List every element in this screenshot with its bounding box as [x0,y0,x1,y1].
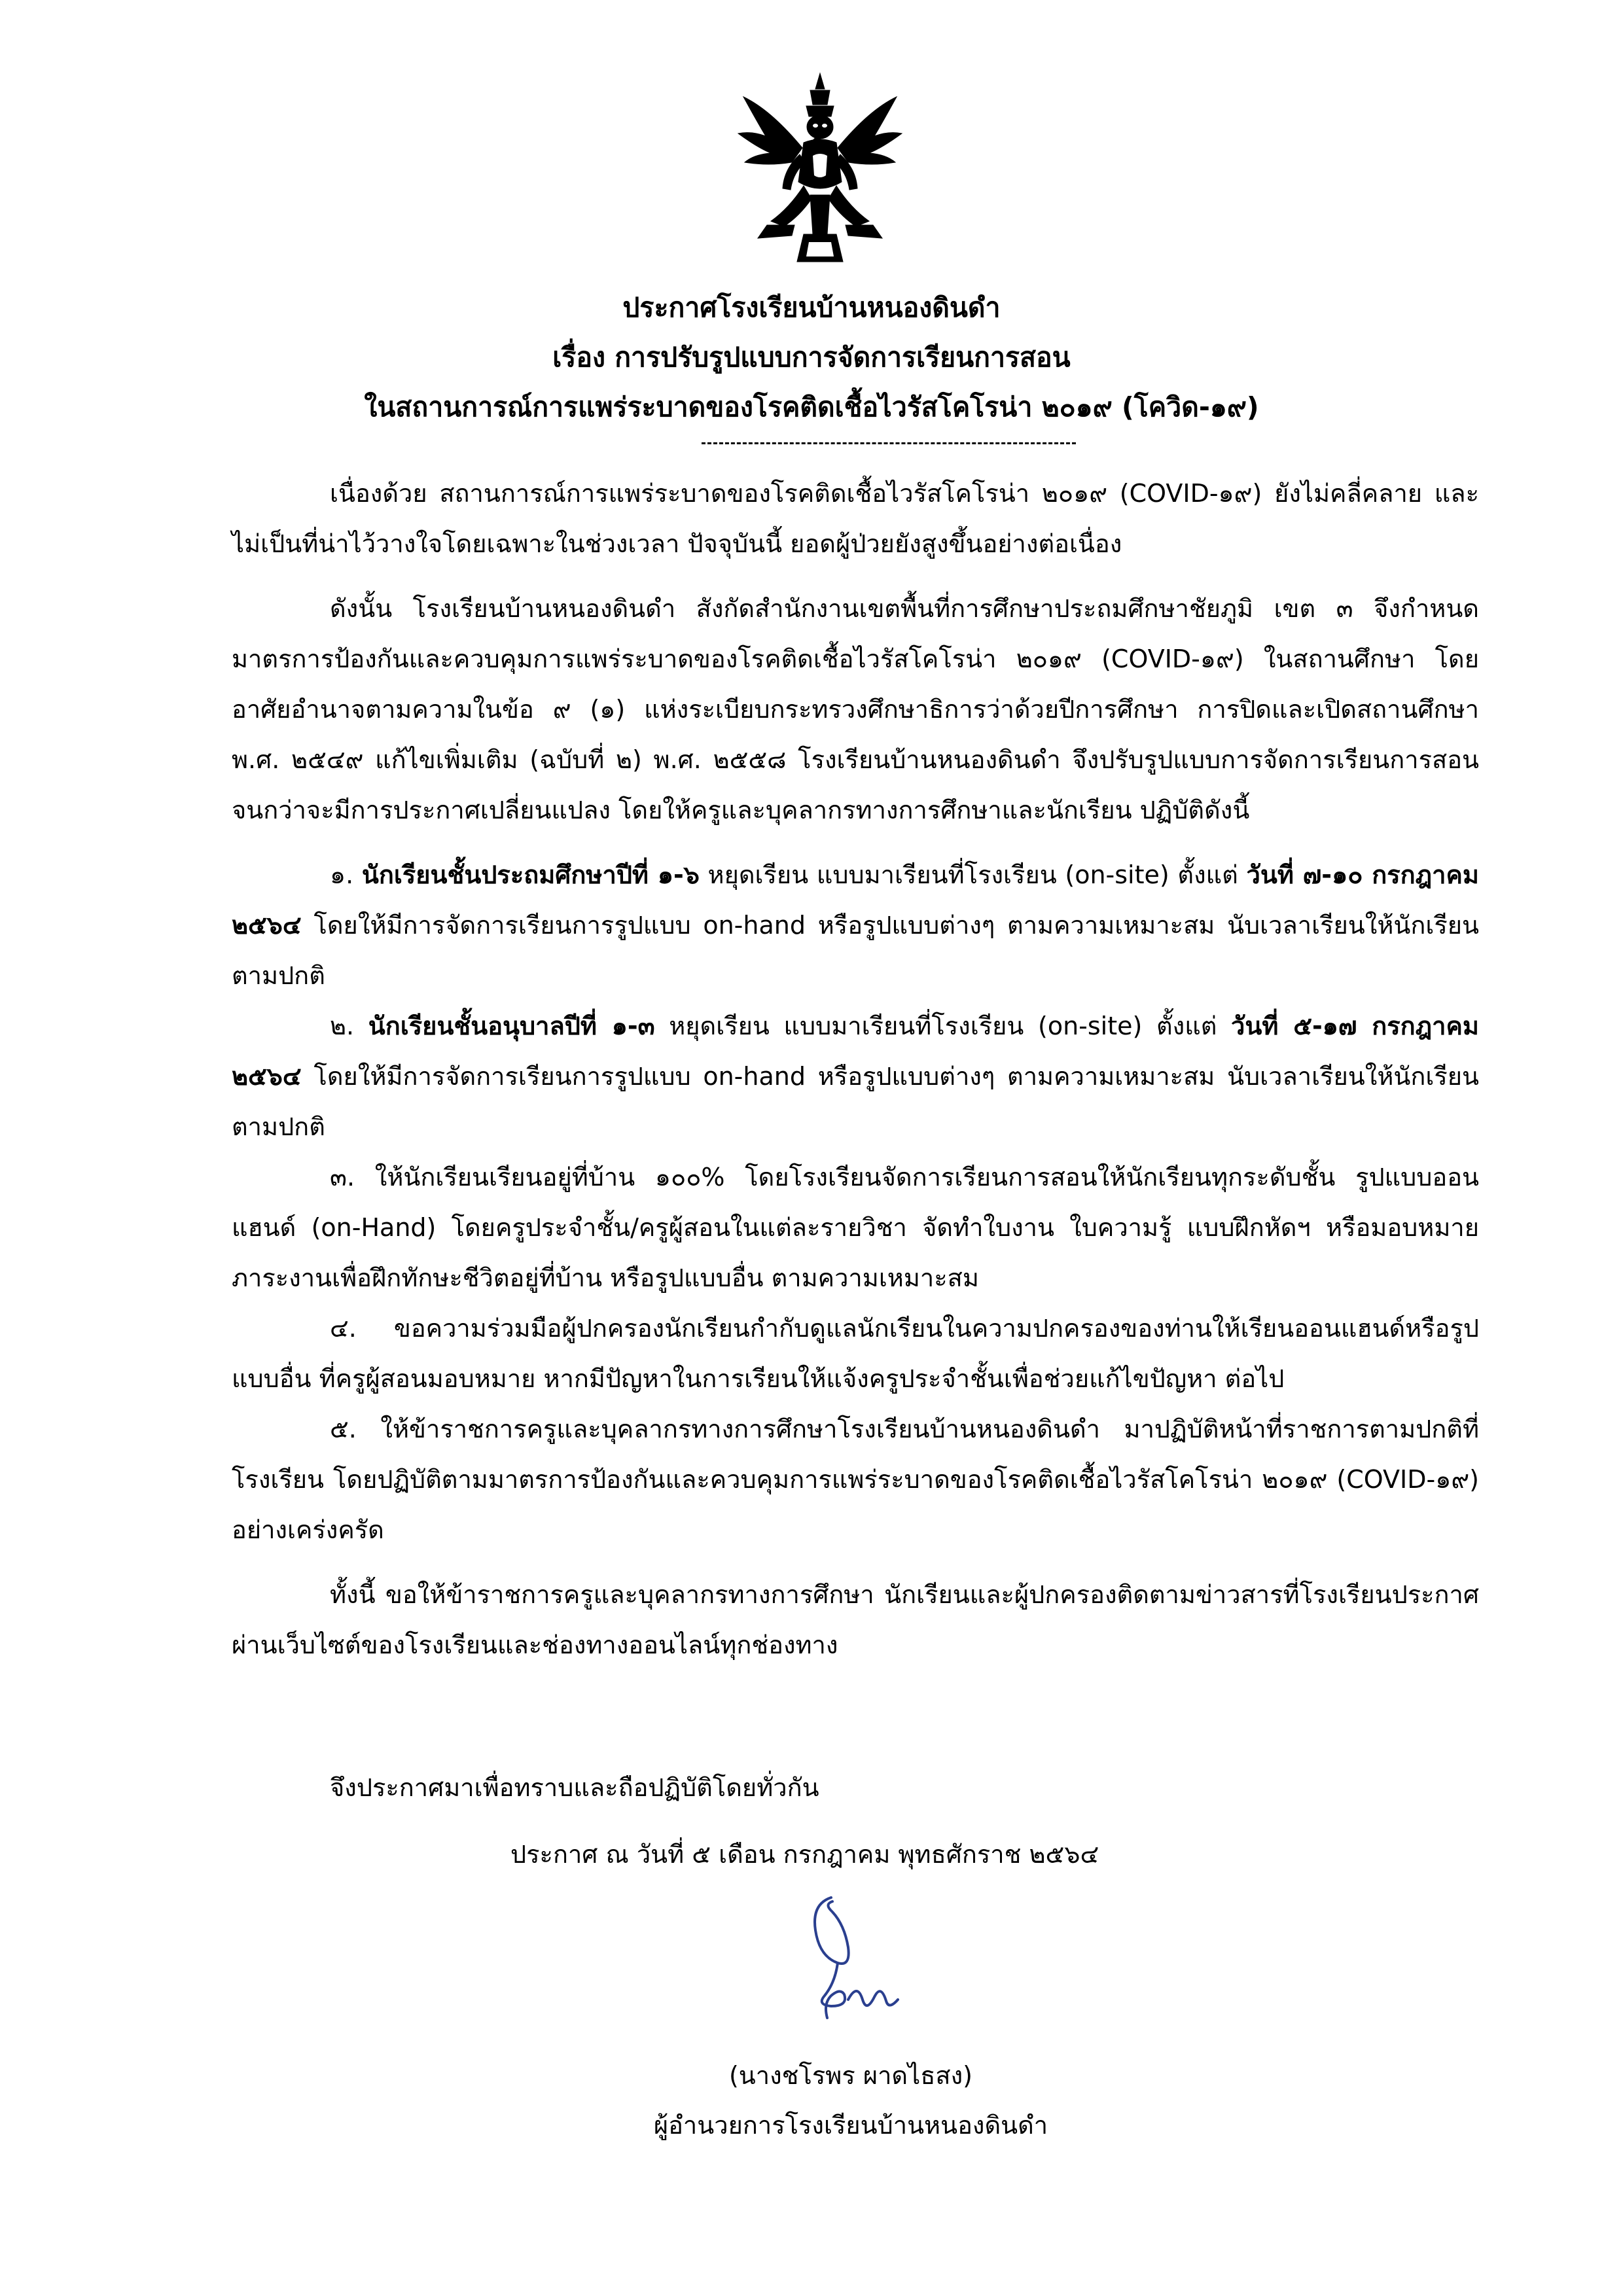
item-2-grade: นักเรียนชั้นอนุบาลปีที่ ๑-๓ [368,1012,655,1040]
item-2-text: หยุดเรียน แบบมาเรียนที่โรงเรียน (on-site) ตั้งแต่ [654,1012,1232,1040]
item-2 [232,1001,1479,1152]
item-1-number: ๑. [330,860,354,889]
announcement-date: ประกาศ ณ วันที่ ๕ เดือน กรกฎาคม พุทธศักราช ๒๕๖๔ [510,1840,1099,1869]
item-3: ๓. ให้นักเรียนเรียนอยู่ที่บ้าน ๑๐๐% โดยโรงเรียนจัดการเรียนการสอนให้นักเรียนทุกระดับชั้น รูปแบบออนแฮนด์ (on-Hand) โดยครูประจำชั้น/ครูผู้สอนในแต่ละรายวิชา จัดทำใบงาน ใบความรู้ แบบฝึกหัดฯ หรือมอบหมายภาระงานเพื่อฝึกทักษะชีวิตอยู่ที่บ้าน หรือรูปแบบอื่น ตามความเหมาะสม [232,1163,1479,1292]
item-1-text: หยุดเรียน แบบมาเรียนที่โรงเรียน (on-site) ตั้งแต่ [699,860,1247,889]
item-5: ๕. ให้ข้าราชการครูและบุคลากรทางการศึกษาโรงเรียนบ้านหนองดินดำ มาปฏิบัติหน้าที่ราชการตามปกติที่โรงเรียน โดยปฏิบัติตามมาตรการป้องกันและควบคุมการแพร่ระบาดของโรคติดเชื้อไวรัสโคโรน่า ๒๐๑๙ (COVID-๑๙) อย่างเคร่งครัด [232,1415,1479,1544]
handwritten-signature [785,1884,916,2041]
item-2-date: วันที่ ๕-๑๗ กรกฎาคม ๒๕๖๔ [232,1012,1479,1091]
followup-paragraph: ทั้งนี้ ขอให้ข้าราชการครูและบุคลากรทางการศึกษา นักเรียนและผู้ปกครองติดตามข่าวสารที่โรงเรียนประกาศผ่านเว็บไซต์ของโรงเรียนและช่องทางออนไลน์ทุกช่องทาง [232,1580,1479,1659]
item-1-grade: นักเรียนชั้นประถมศึกษาปีที่ ๑-๖ [361,860,700,889]
item-2-detail: โดยให้มีการจัดการเรียนการรูปแบบ on-hand หรือรูปแบบต่างๆ ตามความเหมาะสม นับเวลาเรียนให้นักเรียนตามปกติ [232,1062,1479,1141]
signer-position: ผู้อำนวยการโรงเรียนบ้านหนองดินดำ [653,2111,1048,2140]
title-line-1: ประกาศโรงเรียนบ้านหนองดินดำ [622,292,1001,323]
garuda-emblem-icon [732,71,908,267]
item-1 [232,850,1479,1001]
item-2-number: ๒. [330,1012,355,1040]
signer-name: (นางชโรพร ผาดไธสง) [728,2061,972,2090]
item-4: ๔. ขอความร่วมมือผู้ปกครองนักเรียนกำกับดูแลนักเรียนในความปกครองของท่านให้เรียนออนแฮนด์หรือรูปแบบอื่น ที่ครูผู้สอนมอบหมาย หากมีปัญหาในการเรียนให้แจ้งครูประจำชั้นเพื่อช่วยแก้ไขปัญหา ต่อไป [232,1314,1479,1393]
intro-paragraph: เนื่องด้วย สถานการณ์การแพร่ระบาดของโรคติดเชื้อไวรัสโคโรน่า ๒๐๑๙ (COVID-๑๙) ยังไม่คลี่คลาย และไม่เป็นที่น่าไว้วางใจโดยเฉพาะในช่วงเวลา ปัจจุบันนี้ ยอดผู้ป่วยยังสูงขึ้นอย่างต่อเนื่อง [232,479,1479,558]
announcement-body [232,468,1479,1685]
closing-statement: จึงประกาศมาเพื่อทราบและถือปฏิบัติโดยทั่วกัน [330,1773,819,1802]
title-line-2: เรื่อง การปรับรูปแบบการจัดการเรียนการสอน [552,342,1071,373]
title-line-3: ในสถานการณ์การแพร่ระบาดของโรคติดเชื้อไวรัสโคโรน่า ๒๐๑๙ (โควิด-๑๙) [364,391,1259,423]
item-1-detail: โดยให้มีการจัดการเรียนการรูปแบบ on-hand หรือรูปแบบต่างๆ ตามความเหมาะสม นับเวลาเรียนให้นักเรียนตามปกติ [232,911,1479,990]
context-paragraph: ดังนั้น โรงเรียนบ้านหนองดินดำ สังกัดสำนักงานเขตพื้นที่การศึกษาประถมศึกษาชัยภูมิ เขต ๓ จึงกำหนดมาตรการป้องกันและควบคุมการแพร่ระบาดของโรคติดเชื้อไวรัสโคโรน่า ๒๐๑๙ (COVID-๑๙) ในสถานศึกษา โดยอาศัยอำนาจตามความในข้อ ๙ (๑) แห่งระเบียบกระทรวงศึกษาธิการว่าด้วยปีการศึกษา การปิดและเปิดสถานศึกษา พ.ศ. ๒๕๔๙ แก้ไขเพิ่มเติม (ฉบับที่ ๒) พ.ศ. ๒๕๕๘ โรงเรียนบ้านหนองดินดำ จึงปรับรูปแบบการจัดการเรียนการสอนจนกว่าจะมีการประกาศเปลี่ยนแปลง โดยให้ครูและบุคลากรทางการศึกษาและนักเรียน ปฏิบัติดังนี้ [232,594,1479,824]
item-1-date: วันที่ ๗-๑๐ กรกฎาคม ๒๕๖๔ [232,860,1479,940]
announcement-title [196,283,1427,432]
title-divider [702,442,1076,444]
